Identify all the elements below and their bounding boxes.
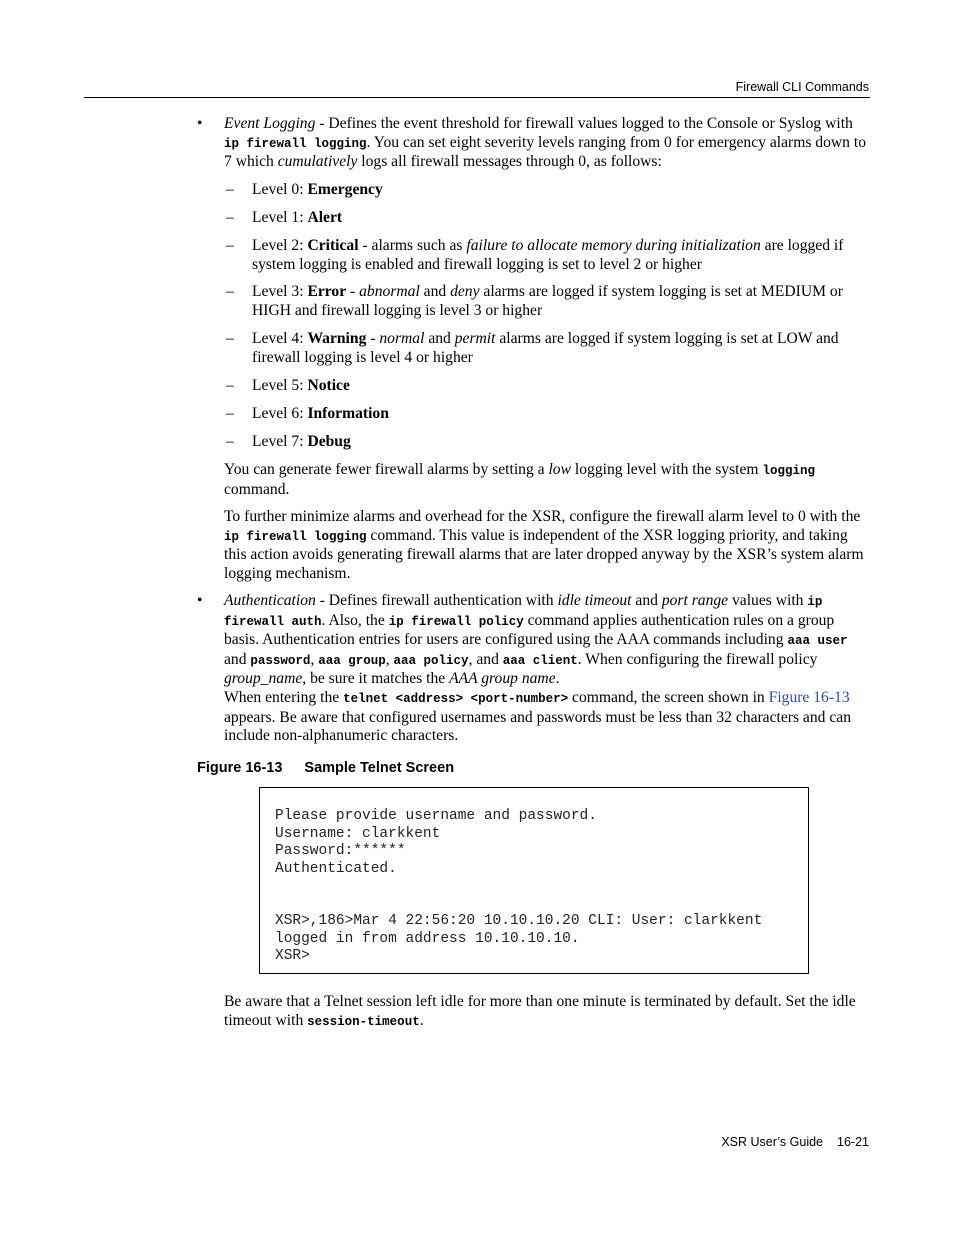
command: telnet <address> <port-number> — [343, 691, 569, 706]
figure-number: Figure 16-13 — [197, 760, 283, 776]
text: , — [385, 650, 394, 668]
command: password — [250, 653, 311, 668]
level-prefix: Level 6: — [252, 405, 308, 422]
emphasis: failure to allocate memory during initialization — [466, 237, 761, 254]
text: logs all firewall messages through 0, as follows: — [357, 153, 662, 171]
emphasis: permit — [454, 330, 496, 347]
level-name: Debug — [307, 433, 351, 450]
level-prefix: Level 7: — [252, 433, 308, 450]
text: are logged if system logging is enabled and firewall logging is set to level 2 or higher — [252, 237, 844, 273]
text: . You can set eight severity levels ranging from 0 for emergency alarms down to 7 which — [224, 133, 866, 171]
guide-title: XSR User’s Guide — [721, 1135, 824, 1149]
text: You can generate fewer firewall alarms by setting a — [224, 461, 549, 478]
text: When entering the — [224, 688, 344, 706]
text: . — [555, 670, 560, 688]
dash-marker: – — [226, 405, 234, 422]
event-logging-paragraph — [224, 115, 870, 172]
running-header: Firewall CLI Commands — [735, 80, 869, 94]
emphasis: cumulatively — [277, 153, 358, 171]
text: alarms are logged if system logging is set at MEDIUM or HIGH and firewall logging is level 3 or higher — [252, 283, 843, 319]
telnet-screen-text: Please provide username and password. Username: clarkkent Password:****** Authenticated. XSR>,186>Mar 4 22:56:20 10.10.10.20 CLI: User: clarkkent logged in from address 10.10.10.10. XSR> — [275, 808, 763, 964]
command: ip firewall logging — [224, 136, 367, 151]
figure-caption — [197, 760, 454, 776]
level-5-item — [252, 377, 870, 396]
text: and — [224, 650, 251, 668]
command: ip firewall auth — [224, 595, 823, 629]
emphasis: port range — [661, 592, 729, 609]
emphasis: abnormal — [359, 283, 420, 300]
figure-title: Sample Telnet Screen — [304, 760, 455, 776]
text: and — [419, 283, 451, 300]
command: logging — [762, 464, 815, 478]
text: command. — [224, 480, 290, 498]
text: command applies authentication rules on a group basis. Authentication entries for users are configured using the AAA commands including — [224, 611, 835, 649]
dash-marker: – — [226, 433, 234, 450]
text: - Defines firewall authentication with — [315, 592, 558, 609]
text: values with — [728, 592, 808, 609]
level-7-item — [252, 433, 870, 452]
text: . When configuring the firewall policy — [577, 650, 818, 668]
page-number: 16-21 — [837, 1135, 869, 1149]
text: , — [310, 650, 319, 668]
text: - Defines the event threshold for firewall values logged to the Console or Syslog with — [315, 115, 853, 132]
level-1-item — [252, 209, 870, 228]
command: ip firewall policy — [388, 614, 524, 629]
level-name: Emergency — [307, 181, 383, 198]
emphasis: low — [548, 461, 571, 478]
dash-marker: – — [226, 181, 234, 198]
idle-timeout-paragraph — [224, 993, 870, 1031]
bullet-marker: • — [197, 115, 203, 132]
emphasis: idle timeout — [557, 592, 632, 609]
level-name: Error — [307, 283, 347, 300]
header-rule — [84, 97, 870, 98]
dash-marker: – — [226, 209, 234, 226]
level-prefix: Level 1: — [252, 209, 308, 226]
figure-link[interactable]: Figure 16-13 — [768, 688, 850, 706]
level-0-item — [252, 181, 870, 200]
emphasis: AAA group name — [449, 670, 556, 688]
level-name: Notice — [307, 377, 350, 394]
page-footer — [721, 1135, 869, 1149]
bullet-marker: • — [197, 592, 203, 609]
event-logging-term: Event Logging — [224, 115, 316, 132]
dash-marker: – — [226, 283, 234, 300]
text: - — [366, 330, 380, 347]
level-prefix: Level 5: — [252, 377, 308, 394]
text: command. This value is independent of the XSR logging priority, and taking this action avoids generating firewall alarms that are later dropped anyway by the XSR’s system alarm logging mechanism. — [224, 526, 864, 582]
text: logging level with the system — [571, 461, 763, 478]
text: , be sure it matches the — [302, 670, 450, 688]
command: aaa policy — [393, 653, 469, 668]
text: alarms are logged if system logging is set at LOW and firewall logging is level 4 or higher — [252, 330, 839, 366]
text: To further minimize alarms and overhead for the XSR, configure the firewall alarm level to 0 with the — [224, 508, 861, 525]
command: aaa group — [318, 653, 386, 668]
low-logging-paragraph — [224, 461, 870, 499]
level-name: Alert — [307, 209, 343, 226]
command: aaa client — [502, 653, 578, 668]
level-prefix: Level 3: — [252, 283, 308, 300]
level-2-item — [252, 237, 870, 274]
text: appears. Be aware that configured usernames and passwords must be less than 32 characters and can include non-alphanumeric characters. — [224, 708, 851, 745]
level-name: Warning — [307, 330, 367, 347]
level-6-item — [252, 405, 870, 424]
dash-marker: – — [226, 377, 234, 394]
text: - alarms such as — [358, 237, 467, 254]
command: ip firewall logging — [224, 529, 367, 544]
text: . — [419, 1011, 424, 1029]
dash-marker: – — [226, 237, 234, 254]
level-prefix: Level 4: — [252, 330, 308, 347]
emphasis: group_name — [224, 670, 303, 688]
authentication-term: Authentication — [224, 592, 316, 609]
command: aaa user — [787, 634, 848, 649]
level-name: Information — [307, 405, 389, 422]
text: - — [346, 283, 360, 300]
emphasis: deny — [450, 283, 480, 300]
text: and — [631, 592, 662, 609]
command: session-timeout — [307, 1014, 420, 1029]
level-4-item — [252, 330, 870, 367]
level-prefix: Level 2: — [252, 237, 308, 254]
text: , and — [468, 650, 503, 668]
level-prefix: Level 0: — [252, 181, 308, 198]
authentication-paragraph — [224, 592, 870, 746]
level-name: Critical — [307, 237, 359, 254]
text: Be aware that a Telnet session left idle for more than one minute is terminated by default. Set the idle timeout with — [224, 993, 856, 1029]
text: command, the screen shown in — [568, 688, 769, 706]
telnet-screen-box — [259, 787, 809, 974]
text: and — [424, 330, 455, 347]
level-3-item — [252, 283, 870, 320]
minimize-alarms-paragraph — [224, 508, 870, 583]
emphasis: normal — [379, 330, 425, 347]
dash-marker: – — [226, 330, 234, 347]
text: . Also, the — [321, 611, 389, 629]
